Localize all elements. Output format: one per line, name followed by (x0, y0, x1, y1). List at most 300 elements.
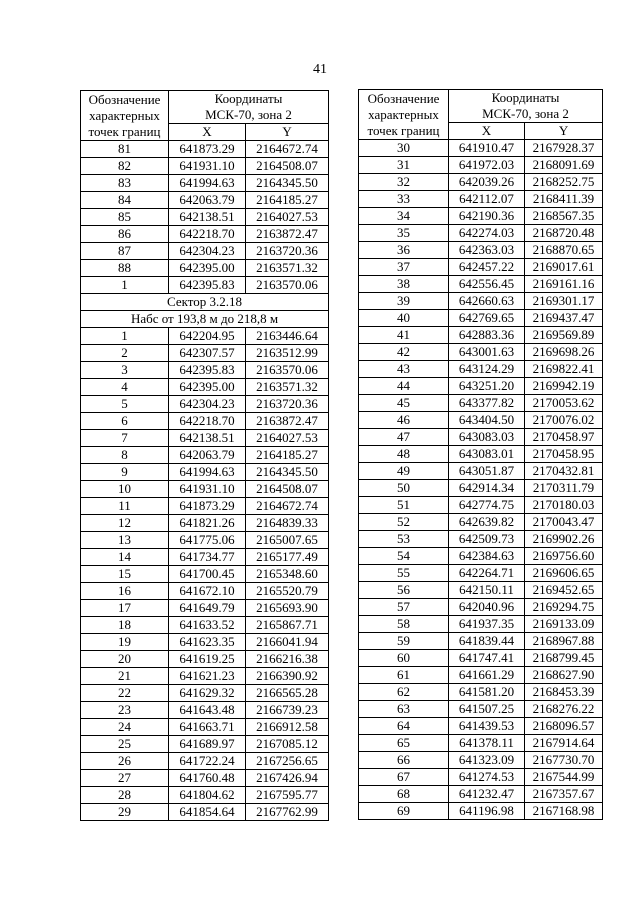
point-header-line: Обозначение (367, 90, 440, 106)
table-row (359, 735, 603, 752)
table-row (359, 531, 603, 548)
y-coord-cell: 2169452.65 (525, 582, 603, 599)
table-row (359, 718, 603, 735)
point-id-cell: 15 (81, 566, 169, 583)
y-coord-cell: 2169294.75 (525, 599, 603, 616)
point-id-cell: 27 (81, 770, 169, 787)
x-coord-cell: 641623.35 (169, 634, 246, 651)
point-id-cell: 5 (81, 396, 169, 413)
table-row (81, 685, 329, 702)
point-id-cell: 65 (359, 735, 449, 752)
table-row (81, 379, 329, 396)
y-coord-cell: 2168799.45 (525, 650, 603, 667)
y-column-header: Y (525, 123, 603, 140)
x-coord-cell: 642218.70 (169, 226, 246, 243)
table-row (359, 378, 603, 395)
x-coord-cell: 642774.75 (449, 497, 525, 514)
x-coord-cell: 641804.62 (169, 787, 246, 804)
table-row (81, 447, 329, 464)
sector-height-row (81, 311, 329, 328)
point-id-cell: 84 (81, 192, 169, 209)
x-coord-cell: 641994.63 (169, 175, 246, 192)
point-id-cell: 29 (81, 804, 169, 821)
table-row (81, 396, 329, 413)
point-id-cell: 85 (81, 209, 169, 226)
y-coord-cell: 2164027.53 (246, 209, 329, 226)
y-coord-cell: 2169569.89 (525, 327, 603, 344)
y-coord-cell: 2168870.65 (525, 242, 603, 259)
point-id-cell: 32 (359, 174, 449, 191)
x-coord-cell: 642384.63 (449, 548, 525, 565)
header-row (359, 90, 603, 107)
table-row (359, 412, 603, 429)
coordinates-table-right (358, 89, 603, 820)
point-id-cell: 18 (81, 617, 169, 634)
table-row (81, 260, 329, 277)
x-coord-cell: 643404.50 (449, 412, 525, 429)
x-coord-cell: 642363.03 (449, 242, 525, 259)
table-row (81, 600, 329, 617)
point-id-cell: 82 (81, 158, 169, 175)
sector-title-row (81, 294, 329, 311)
table-row (359, 395, 603, 412)
x-coord-cell: 641775.06 (169, 532, 246, 549)
point-id-cell: 39 (359, 293, 449, 310)
y-coord-cell: 2168453.39 (525, 684, 603, 701)
y-coord-cell: 2169133.09 (525, 616, 603, 633)
point-id-cell: 54 (359, 548, 449, 565)
y-coord-cell: 2169822.41 (525, 361, 603, 378)
y-coord-cell: 2169698.26 (525, 344, 603, 361)
y-coord-cell: 2165693.90 (246, 600, 329, 617)
x-coord-cell: 641747.41 (449, 650, 525, 667)
y-coord-cell: 2169942.19 (525, 378, 603, 395)
y-coord-cell: 2170053.62 (525, 395, 603, 412)
x-coord-cell: 643124.29 (449, 361, 525, 378)
table-row (359, 463, 603, 480)
y-coord-cell: 2170043.47 (525, 514, 603, 531)
x-coord-cell: 641274.53 (449, 769, 525, 786)
table-row (81, 362, 329, 379)
table-row (81, 532, 329, 549)
point-id-cell: 21 (81, 668, 169, 685)
point-id-cell: 16 (81, 583, 169, 600)
point-id-cell: 9 (81, 464, 169, 481)
table-row (81, 209, 329, 226)
y-coord-cell: 2163570.06 (246, 362, 329, 379)
point-id-cell: 7 (81, 430, 169, 447)
x-coord-cell: 641722.24 (169, 753, 246, 770)
point-id-cell: 57 (359, 599, 449, 616)
table-row (81, 668, 329, 685)
point-id-cell: 2 (81, 345, 169, 362)
sector-height: Набс от 193,8 м до 218,8 м (81, 311, 329, 328)
point-id-cell: 62 (359, 684, 449, 701)
y-coord-cell: 2169902.26 (525, 531, 603, 548)
table-row (359, 514, 603, 531)
point-id-cell: 31 (359, 157, 449, 174)
table-row (81, 175, 329, 192)
x-coord-cell: 641378.11 (449, 735, 525, 752)
y-coord-cell: 2167426.94 (246, 770, 329, 787)
y-coord-cell: 2166041.94 (246, 634, 329, 651)
point-id-cell: 61 (359, 667, 449, 684)
table-row (81, 702, 329, 719)
point-id-cell: 33 (359, 191, 449, 208)
point-id-cell: 50 (359, 480, 449, 497)
x-coord-cell: 643377.82 (449, 395, 525, 412)
x-coord-cell: 641854.64 (169, 804, 246, 821)
y-coord-cell: 2167914.64 (525, 735, 603, 752)
y-coord-cell: 2168252.75 (525, 174, 603, 191)
table-row (81, 753, 329, 770)
y-coord-cell: 2167168.98 (525, 803, 603, 820)
coords-title-header: Координаты (169, 91, 329, 108)
table-row (359, 599, 603, 616)
point-id-cell: 56 (359, 582, 449, 599)
point-column-header (81, 91, 169, 141)
table-row (81, 634, 329, 651)
coordinates-table-left (80, 90, 329, 821)
x-coord-cell: 642395.83 (169, 277, 246, 294)
x-coord-cell: 641439.53 (449, 718, 525, 735)
y-coord-cell: 2168091.69 (525, 157, 603, 174)
y-coord-cell: 2165177.49 (246, 549, 329, 566)
point-id-cell: 69 (359, 803, 449, 820)
table-row (359, 429, 603, 446)
x-coord-cell: 642307.57 (169, 345, 246, 362)
table-row (81, 464, 329, 481)
y-coord-cell: 2165348.60 (246, 566, 329, 583)
point-header-line: характерных (89, 107, 160, 123)
y-coord-cell: 2164839.33 (246, 515, 329, 532)
x-coord-cell: 641507.25 (449, 701, 525, 718)
point-id-cell: 55 (359, 565, 449, 582)
point-id-cell: 86 (81, 226, 169, 243)
x-coord-cell: 642218.70 (169, 413, 246, 430)
point-id-cell: 24 (81, 719, 169, 736)
table-row (81, 345, 329, 362)
x-coord-cell: 643251.20 (449, 378, 525, 395)
point-id-cell: 11 (81, 498, 169, 515)
y-coord-cell: 2163720.36 (246, 243, 329, 260)
point-id-cell: 51 (359, 497, 449, 514)
x-coord-cell: 642112.07 (449, 191, 525, 208)
y-coord-cell: 2170458.95 (525, 446, 603, 463)
table-body-right (359, 90, 603, 820)
y-coord-cell: 2163570.06 (246, 277, 329, 294)
sector-title: Сектор 3.2.18 (81, 294, 329, 311)
x-coord-cell: 641937.35 (449, 616, 525, 633)
y-coord-cell: 2166565.28 (246, 685, 329, 702)
x-coord-cell: 642556.45 (449, 276, 525, 293)
table-row (81, 141, 329, 158)
x-coord-cell: 641873.29 (169, 141, 246, 158)
point-id-cell: 34 (359, 208, 449, 225)
y-coord-cell: 2168567.35 (525, 208, 603, 225)
point-header-line: точек границ (367, 122, 440, 138)
point-id-cell: 88 (81, 260, 169, 277)
point-id-cell: 3 (81, 362, 169, 379)
x-coord-cell: 642204.95 (169, 328, 246, 345)
point-id-cell: 13 (81, 532, 169, 549)
x-coord-cell: 642039.26 (449, 174, 525, 191)
x-coord-cell: 643083.01 (449, 446, 525, 463)
y-coord-cell: 2168276.22 (525, 701, 603, 718)
y-coord-cell: 2169301.17 (525, 293, 603, 310)
x-coord-cell: 641910.47 (449, 140, 525, 157)
x-coord-cell: 642063.79 (169, 192, 246, 209)
point-id-cell: 23 (81, 702, 169, 719)
x-coord-cell: 642639.82 (449, 514, 525, 531)
point-id-cell: 36 (359, 242, 449, 259)
coords-system-header: МСК-70, зона 2 (169, 107, 329, 124)
x-coord-cell: 641931.10 (169, 481, 246, 498)
table-row (81, 617, 329, 634)
x-coord-cell: 642395.00 (169, 260, 246, 277)
y-column-header: Y (246, 124, 329, 141)
y-coord-cell: 2170076.02 (525, 412, 603, 429)
table-row (359, 174, 603, 191)
point-id-cell: 66 (359, 752, 449, 769)
table-row (359, 769, 603, 786)
y-coord-cell: 2165867.71 (246, 617, 329, 634)
y-coord-cell: 2163571.32 (246, 260, 329, 277)
point-id-cell: 45 (359, 395, 449, 412)
page-number: 41 (313, 62, 327, 77)
table-row (359, 616, 603, 633)
point-id-cell: 1 (81, 277, 169, 294)
y-coord-cell: 2167730.70 (525, 752, 603, 769)
x-coord-cell: 641734.77 (169, 549, 246, 566)
x-coord-cell: 642190.36 (449, 208, 525, 225)
header-row (81, 91, 329, 108)
coords-title-header: Координаты (449, 90, 603, 107)
y-coord-cell: 2167595.77 (246, 787, 329, 804)
x-coord-cell: 641232.47 (449, 786, 525, 803)
y-coord-cell: 2168720.48 (525, 225, 603, 242)
x-coord-cell: 641581.20 (449, 684, 525, 701)
point-id-cell: 22 (81, 685, 169, 702)
point-id-cell: 83 (81, 175, 169, 192)
point-id-cell: 6 (81, 413, 169, 430)
y-coord-cell: 2167544.99 (525, 769, 603, 786)
table-row (359, 327, 603, 344)
table-row (81, 583, 329, 600)
y-coord-cell: 2163872.47 (246, 413, 329, 430)
y-coord-cell: 2166912.58 (246, 719, 329, 736)
x-coord-cell: 641661.29 (449, 667, 525, 684)
y-coord-cell: 2164672.74 (246, 141, 329, 158)
point-id-cell: 8 (81, 447, 169, 464)
table-row (81, 549, 329, 566)
x-coord-cell: 643051.87 (449, 463, 525, 480)
table-row (81, 515, 329, 532)
point-id-cell: 41 (359, 327, 449, 344)
table-row (81, 787, 329, 804)
y-coord-cell: 2169606.65 (525, 565, 603, 582)
table-row (359, 344, 603, 361)
point-id-cell: 46 (359, 412, 449, 429)
table-row (81, 413, 329, 430)
x-coord-cell: 643083.03 (449, 429, 525, 446)
point-id-cell: 64 (359, 718, 449, 735)
y-coord-cell: 2169756.60 (525, 548, 603, 565)
x-coord-cell: 641629.32 (169, 685, 246, 702)
x-column-header: X (169, 124, 246, 141)
table-row (359, 684, 603, 701)
y-coord-cell: 2163872.47 (246, 226, 329, 243)
point-id-cell: 10 (81, 481, 169, 498)
point-id-cell: 60 (359, 650, 449, 667)
table-row (359, 752, 603, 769)
x-coord-cell: 642063.79 (169, 447, 246, 464)
y-coord-cell: 2166739.23 (246, 702, 329, 719)
x-coord-cell: 641700.45 (169, 566, 246, 583)
table-row (81, 770, 329, 787)
y-coord-cell: 2163720.36 (246, 396, 329, 413)
y-coord-cell: 2164508.07 (246, 481, 329, 498)
y-coord-cell: 2163446.64 (246, 328, 329, 345)
table-row (359, 242, 603, 259)
table-row (359, 786, 603, 803)
y-coord-cell: 2164185.27 (246, 192, 329, 209)
y-coord-cell: 2166216.38 (246, 651, 329, 668)
y-coord-cell: 2167357.67 (525, 786, 603, 803)
table-row (359, 803, 603, 820)
point-id-cell: 42 (359, 344, 449, 361)
table-row (359, 293, 603, 310)
table-row (359, 276, 603, 293)
table-row (359, 361, 603, 378)
point-id-cell: 35 (359, 225, 449, 242)
x-coord-cell: 642660.63 (449, 293, 525, 310)
table-row (81, 566, 329, 583)
table-row (359, 480, 603, 497)
table-row (81, 736, 329, 753)
table-row (359, 446, 603, 463)
point-id-cell: 28 (81, 787, 169, 804)
y-coord-cell: 2168411.39 (525, 191, 603, 208)
y-coord-cell: 2166390.92 (246, 668, 329, 685)
y-coord-cell: 2169017.61 (525, 259, 603, 276)
x-coord-cell: 642395.83 (169, 362, 246, 379)
point-id-cell: 30 (359, 140, 449, 157)
y-coord-cell: 2164508.07 (246, 158, 329, 175)
x-coord-cell: 642138.51 (169, 209, 246, 226)
x-coord-cell: 642150.11 (449, 582, 525, 599)
x-coord-cell: 641972.03 (449, 157, 525, 174)
table-row (81, 158, 329, 175)
table-row (359, 259, 603, 276)
y-coord-cell: 2168627.90 (525, 667, 603, 684)
point-id-cell: 52 (359, 514, 449, 531)
x-coord-cell: 642264.71 (449, 565, 525, 582)
y-coord-cell: 2167928.37 (525, 140, 603, 157)
x-coord-cell: 641649.79 (169, 600, 246, 617)
point-id-cell: 59 (359, 633, 449, 650)
y-coord-cell: 2167256.65 (246, 753, 329, 770)
table-row (81, 243, 329, 260)
y-coord-cell: 2168967.88 (525, 633, 603, 650)
table-row (81, 226, 329, 243)
point-id-cell: 1 (81, 328, 169, 345)
table-row (359, 225, 603, 242)
point-id-cell: 43 (359, 361, 449, 378)
point-id-cell: 14 (81, 549, 169, 566)
table-row (359, 208, 603, 225)
x-coord-cell: 641931.10 (169, 158, 246, 175)
table-row (359, 667, 603, 684)
y-coord-cell: 2163512.99 (246, 345, 329, 362)
point-id-cell: 68 (359, 786, 449, 803)
table-row (81, 277, 329, 294)
table-row (81, 651, 329, 668)
y-coord-cell: 2164185.27 (246, 447, 329, 464)
table-row (81, 804, 329, 821)
x-coord-cell: 642040.96 (449, 599, 525, 616)
point-id-cell: 20 (81, 651, 169, 668)
y-coord-cell: 2164345.50 (246, 464, 329, 481)
point-id-cell: 19 (81, 634, 169, 651)
x-coord-cell: 642138.51 (169, 430, 246, 447)
point-id-cell: 87 (81, 243, 169, 260)
point-id-cell: 40 (359, 310, 449, 327)
y-coord-cell: 2163571.32 (246, 379, 329, 396)
x-coord-cell: 641323.09 (449, 752, 525, 769)
y-coord-cell: 2169437.47 (525, 310, 603, 327)
x-coord-cell: 642274.03 (449, 225, 525, 242)
table-row (359, 701, 603, 718)
y-coord-cell: 2167085.12 (246, 736, 329, 753)
y-coord-cell: 2165007.65 (246, 532, 329, 549)
table-row (359, 582, 603, 599)
y-coord-cell: 2170458.97 (525, 429, 603, 446)
x-coord-cell: 642304.23 (169, 243, 246, 260)
x-coord-cell: 642883.36 (449, 327, 525, 344)
y-coord-cell: 2164027.53 (246, 430, 329, 447)
y-coord-cell: 2164672.74 (246, 498, 329, 515)
y-coord-cell: 2164345.50 (246, 175, 329, 192)
y-coord-cell: 2169161.16 (525, 276, 603, 293)
point-header-line: точек границ (88, 123, 161, 139)
table-row (81, 430, 329, 447)
table-row (359, 497, 603, 514)
x-coord-cell: 643001.63 (449, 344, 525, 361)
point-id-cell: 81 (81, 141, 169, 158)
coords-system-header: МСК-70, зона 2 (449, 106, 603, 123)
x-coord-cell: 641760.48 (169, 770, 246, 787)
point-id-cell: 26 (81, 753, 169, 770)
point-id-cell: 38 (359, 276, 449, 293)
point-id-cell: 17 (81, 600, 169, 617)
table-row (359, 310, 603, 327)
x-coord-cell: 642914.34 (449, 480, 525, 497)
table-row (81, 481, 329, 498)
y-coord-cell: 2170311.79 (525, 480, 603, 497)
x-coord-cell: 642509.73 (449, 531, 525, 548)
x-coord-cell: 642395.00 (169, 379, 246, 396)
y-coord-cell: 2168096.57 (525, 718, 603, 735)
table-row (81, 719, 329, 736)
point-id-cell: 37 (359, 259, 449, 276)
point-id-cell: 48 (359, 446, 449, 463)
table-row (359, 140, 603, 157)
x-coord-cell: 641633.52 (169, 617, 246, 634)
point-header-line: характерных (368, 106, 439, 122)
point-id-cell: 4 (81, 379, 169, 396)
point-column-header (359, 90, 449, 140)
